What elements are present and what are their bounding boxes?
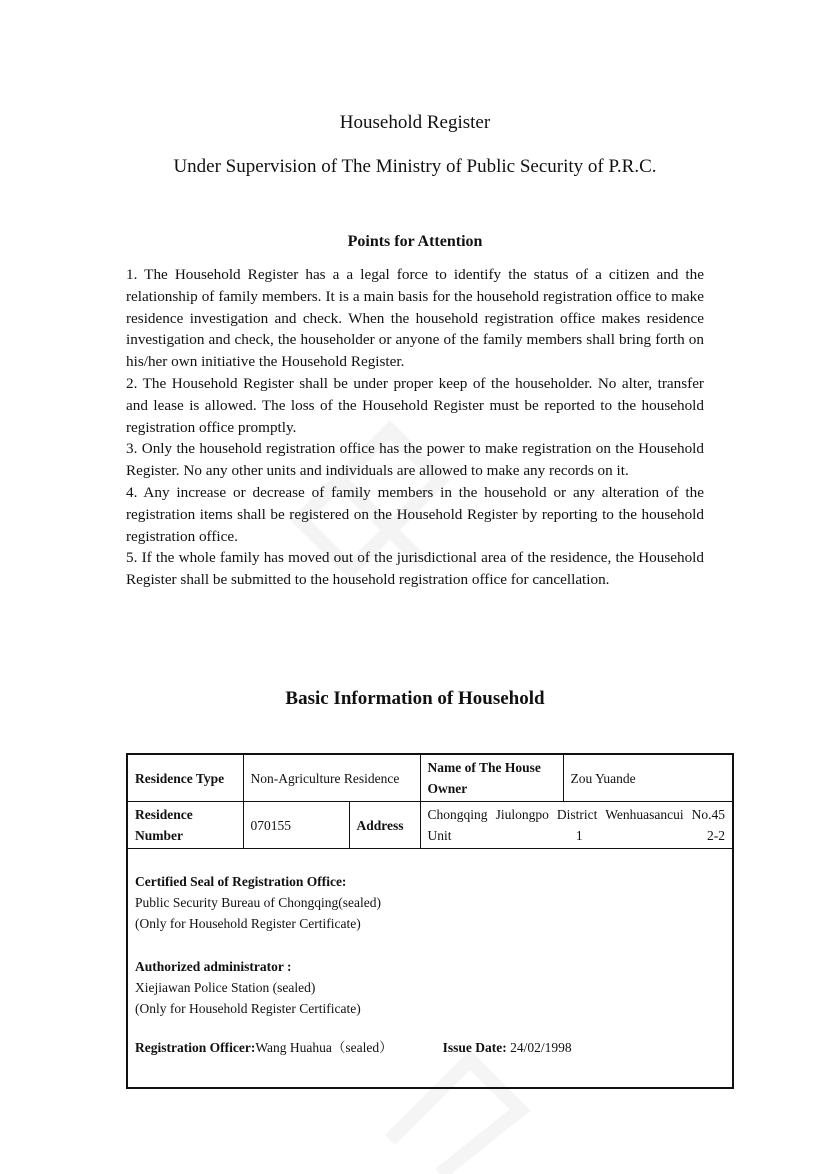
residence-type-label: Residence Type (127, 754, 243, 802)
attention-item: 4. Any increase or decrease of family members in the household or any alteration of the registration items shall be registered on the Household Register by reporting to the household registration office. (126, 483, 704, 545)
document-title: Household Register (339, 112, 491, 133)
residence-type-value: Non-Agriculture Residence (243, 754, 420, 802)
seal-label: Certified Seal of Registration Office: (135, 874, 347, 889)
issue-date-label: Issue Date: (442, 1040, 507, 1055)
address-value: Chongqing Jiulongpo District Wenhuasancui No.45 Unit 1 2-2 (420, 802, 733, 849)
table-row (127, 802, 733, 849)
seal-note: (Only for Household Register Certificate) (135, 916, 361, 931)
issue-date-value: 24/02/1998 (506, 1040, 572, 1055)
admin-note: (Only for Household Register Certificate) (135, 1001, 361, 1016)
attention-item: 5. If the whole family has moved out of the jurisdictional area of the residence, the Household Register shall be submitted to the household registration office for cancellation. (126, 549, 704, 589)
officer-value: Wang Huahua（sealed） (255, 1040, 393, 1055)
residence-number-value: 070155 (243, 802, 349, 849)
admin-name: Xiejiawan Police Station (sealed) (135, 980, 316, 995)
attention-heading: Points for Attention (347, 233, 483, 250)
document-subtitle: Under Supervision of The Ministry of Public Security of P.R.C. (173, 156, 657, 177)
owner-value: Zou Yuande (563, 754, 733, 802)
registration-line (135, 1037, 725, 1058)
basic-info-heading: Basic Information of Household (285, 688, 545, 709)
basic-info-table (126, 753, 734, 1089)
attention-item: 1. The Household Register has a a legal force to identify the status of a citizen and the relationship of family members. It is a main basis for the household registration office to make residence investigation and check. When the household registration office makes residence investigation and check, the householder or anyone of the family members shall bring forth on his/her own initiative the Household Register. (126, 266, 704, 371)
attention-item: 2. The Household Register shall be under proper keep of the householder. No alter, transfer and lease is allowed. The loss of the Household Register must be reported to the household registration office promptly. (126, 374, 704, 436)
table-row (127, 754, 733, 802)
attention-list (126, 264, 704, 591)
admin-label: Authorized administrator : (135, 959, 292, 974)
officer-label: Registration Officer: (135, 1040, 256, 1055)
residence-number-label: Residence Number (127, 802, 243, 849)
attention-item: 3. Only the household registration office has the power to make registration on the Household Register. No any other units and individuals are allowed to make any records on it. (126, 440, 704, 480)
table-row (127, 849, 733, 1089)
address-label: Address (349, 802, 420, 849)
seal-section (127, 849, 733, 1089)
seal-name: Public Security Bureau of Chongqing(sealed) (135, 895, 381, 910)
owner-label: Name of The House Owner (420, 754, 563, 802)
